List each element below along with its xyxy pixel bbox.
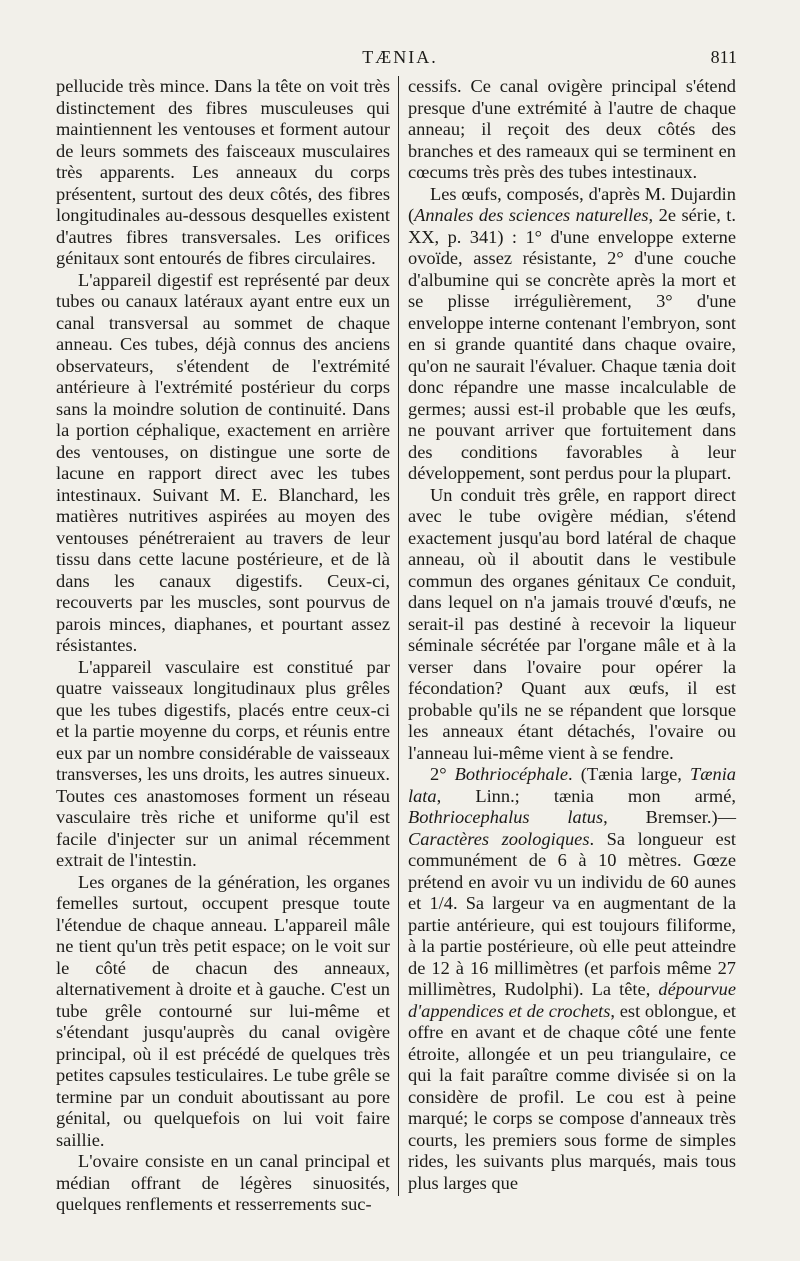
- paragraph: L'appareil digestif est représenté par deux tubes ou canaux latéraux ayant entre eux un canal transversal au sommet de chaque anneau. Ces tubes, déjà connus des anciens observateurs, s'étendent de l'extrémité antérieure à l'extrémité postérieur du corps sans la moindre solution de continuité. Dans la portion céphalique, exactement en arrière des ventouses, on distingue une sorte de lacune en rapport direct avec les tubes intestinaux. Suivant M. E. Blanchard, les matières nutritives aspirées au moyen des ventouses pénétreraient au travers de leur tissu dans cette lacune postérieure, et de là dans les canaux digestifs. Ceux-ci, recouverts par les muscles, sont pourvus de parois minces, diaphanes, et pourtant assez résistantes.: [56, 269, 390, 655]
- text-run: , 2e série, t. XX, p. 341) : 1° d'une enveloppe externe ovoïde, assez résistante, 2° d'une couche d'albumine qui se concrète après la mort et se plisse irrégulièrement, 3° d'une enveloppe interne contenant l'embryon, sont en si grande quantité dans chaque ovaire, qu'on ne saurait l'évaluer. Chaque tænia doit donc répandre une masse incalculable de germes; aussi est-il probable que les œufs, ne pouvant arriver que fortuitement dans des conditions favorables à leur développement, sont perdus pour la plupart.: [408, 205, 736, 483]
- left-column: [56, 76, 390, 1216]
- running-title: TÆNIA.: [362, 47, 438, 67]
- text-run: , est oblongue, et offre en avant et de chaque côté une fente étroite, allongée et un peu triangulaire, ce qui la fait paraître comme divisée si on la considère de profil. Le cou est à peine marqué; le corps se compose d'anneaux très courts, les premiers sous forme de simples rides, les suivants plus marqués, mais tous plus larges que: [408, 1000, 737, 1193]
- paragraph: [408, 184, 736, 485]
- latin-name: Bothriocephalus latus: [408, 807, 604, 827]
- paragraph: [408, 764, 736, 1194]
- paragraph: L'appareil vasculaire est constitué par quatre vaisseaux longitudinaux plus grêles que les tubes digestifs, placés entre ceux-ci et la partie moyenne du corps, et réunis entre eux par un nombre considérable de vaisseaux transverses, les uns droits, les autres sinueux. Toutes ces anastomoses forment un réseau vasculaire très riche et uniforme qu'il est facile d'injecter sur un animal récemment extrait de l'intestin.: [56, 656, 390, 870]
- column-divider: [398, 76, 399, 1196]
- text-run: Les œufs, composés, d'après M. Dujardin (: [408, 183, 736, 225]
- citation-title: Annales des sciences naturelles: [414, 205, 649, 225]
- paragraph: Les organes de la génération, les organes femelles surtout, occupent presque toute l'étendue de chaque anneau. L'appareil mâle ne tient qu'un très petit espace; on le voit sur le côté de chacun des anneaux, alternativement à droite et à gauche. C'est un tube grêle contourné sur lui-même et s'étendant jusqu'auprès du canal ovigère principal, où il est précédé de quelques très petites capsules testiculaires. Le tube grêle se termine par un conduit aboutissant au pore génital, ou quelquefois on lui voit faire saillie.: [56, 871, 390, 1150]
- latin-name: Tænia lata: [408, 764, 736, 806]
- text-run: , Linn.; tænia mon armé,: [436, 785, 736, 806]
- subheading: Caractères zoologiques: [408, 828, 590, 849]
- italic-phrase: dépourvue d'appendices et de crochets: [408, 979, 736, 1021]
- text-run: . (Tænia large,: [568, 764, 690, 784]
- text-run: , Bremser.)—: [603, 807, 736, 827]
- paragraph: pellucide très mince. Dans la tête on voit très distinctement des fibres musculeuses qui maintiennent les ventouses et forment autour de leurs sommets des faisceaux musculaires très apparents. Les anneaux du corps présentent, surtout des deux côtés, des fibres longitudinales au-dessous desquelles existent d'autres fibres transversales. Les orifices génitaux sont entourés de fibres circulaires.: [56, 76, 390, 268]
- paragraph: Un conduit très grêle, en rapport direct avec le tube ovigère médian, s'étend exactement jusqu'au bord latéral de chaque anneau, où il aboutit dans le vestibule commun des organes génitaux Ce conduit, dans lequel on n'a jamais trouvé d'œufs, ne serait-il pas destiné à recevoir la liqueur séminale sécrétée par l'organe mâle et à la verser dans l'ovaire pour opérer la fécondation? Quant aux œufs, il est probable qu'ils ne se répandent que lorsque les anneaux étant détachés, l'ovaire ou l'anneau lui-même vient à se fendre.: [408, 484, 736, 763]
- text-run: . Sa longueur est communément de 6 à 10 mètres. Gœze prétend en avoir vu un individu de 60 aunes et 1/4. Sa largeur va en augmentant de la partie antérieure, qui est toujours filiforme, à la partie postérieure, où elle peut atteindre de 12 à 16 millimètres (et parfois même 27 millimètres, Rudolphi). La tête,: [408, 828, 736, 999]
- right-column: [408, 76, 736, 1194]
- section-heading: Bothriocéphale: [454, 764, 569, 784]
- paragraph: L'ovaire consiste en un canal principal et médian offrant de légères sinuosités, quelques renflements et resserrements suc-: [56, 1151, 390, 1214]
- page-number: 811: [710, 47, 737, 67]
- section-number: 2°: [430, 764, 455, 784]
- paragraph: cessifs. Ce canal ovigère principal s'étend presque d'une extrémité à l'autre de chaque anneau; il reçoit des deux côtés des branches et des rameaux qui se terminent en cœcums très près des tubes intestinaux.: [408, 76, 736, 182]
